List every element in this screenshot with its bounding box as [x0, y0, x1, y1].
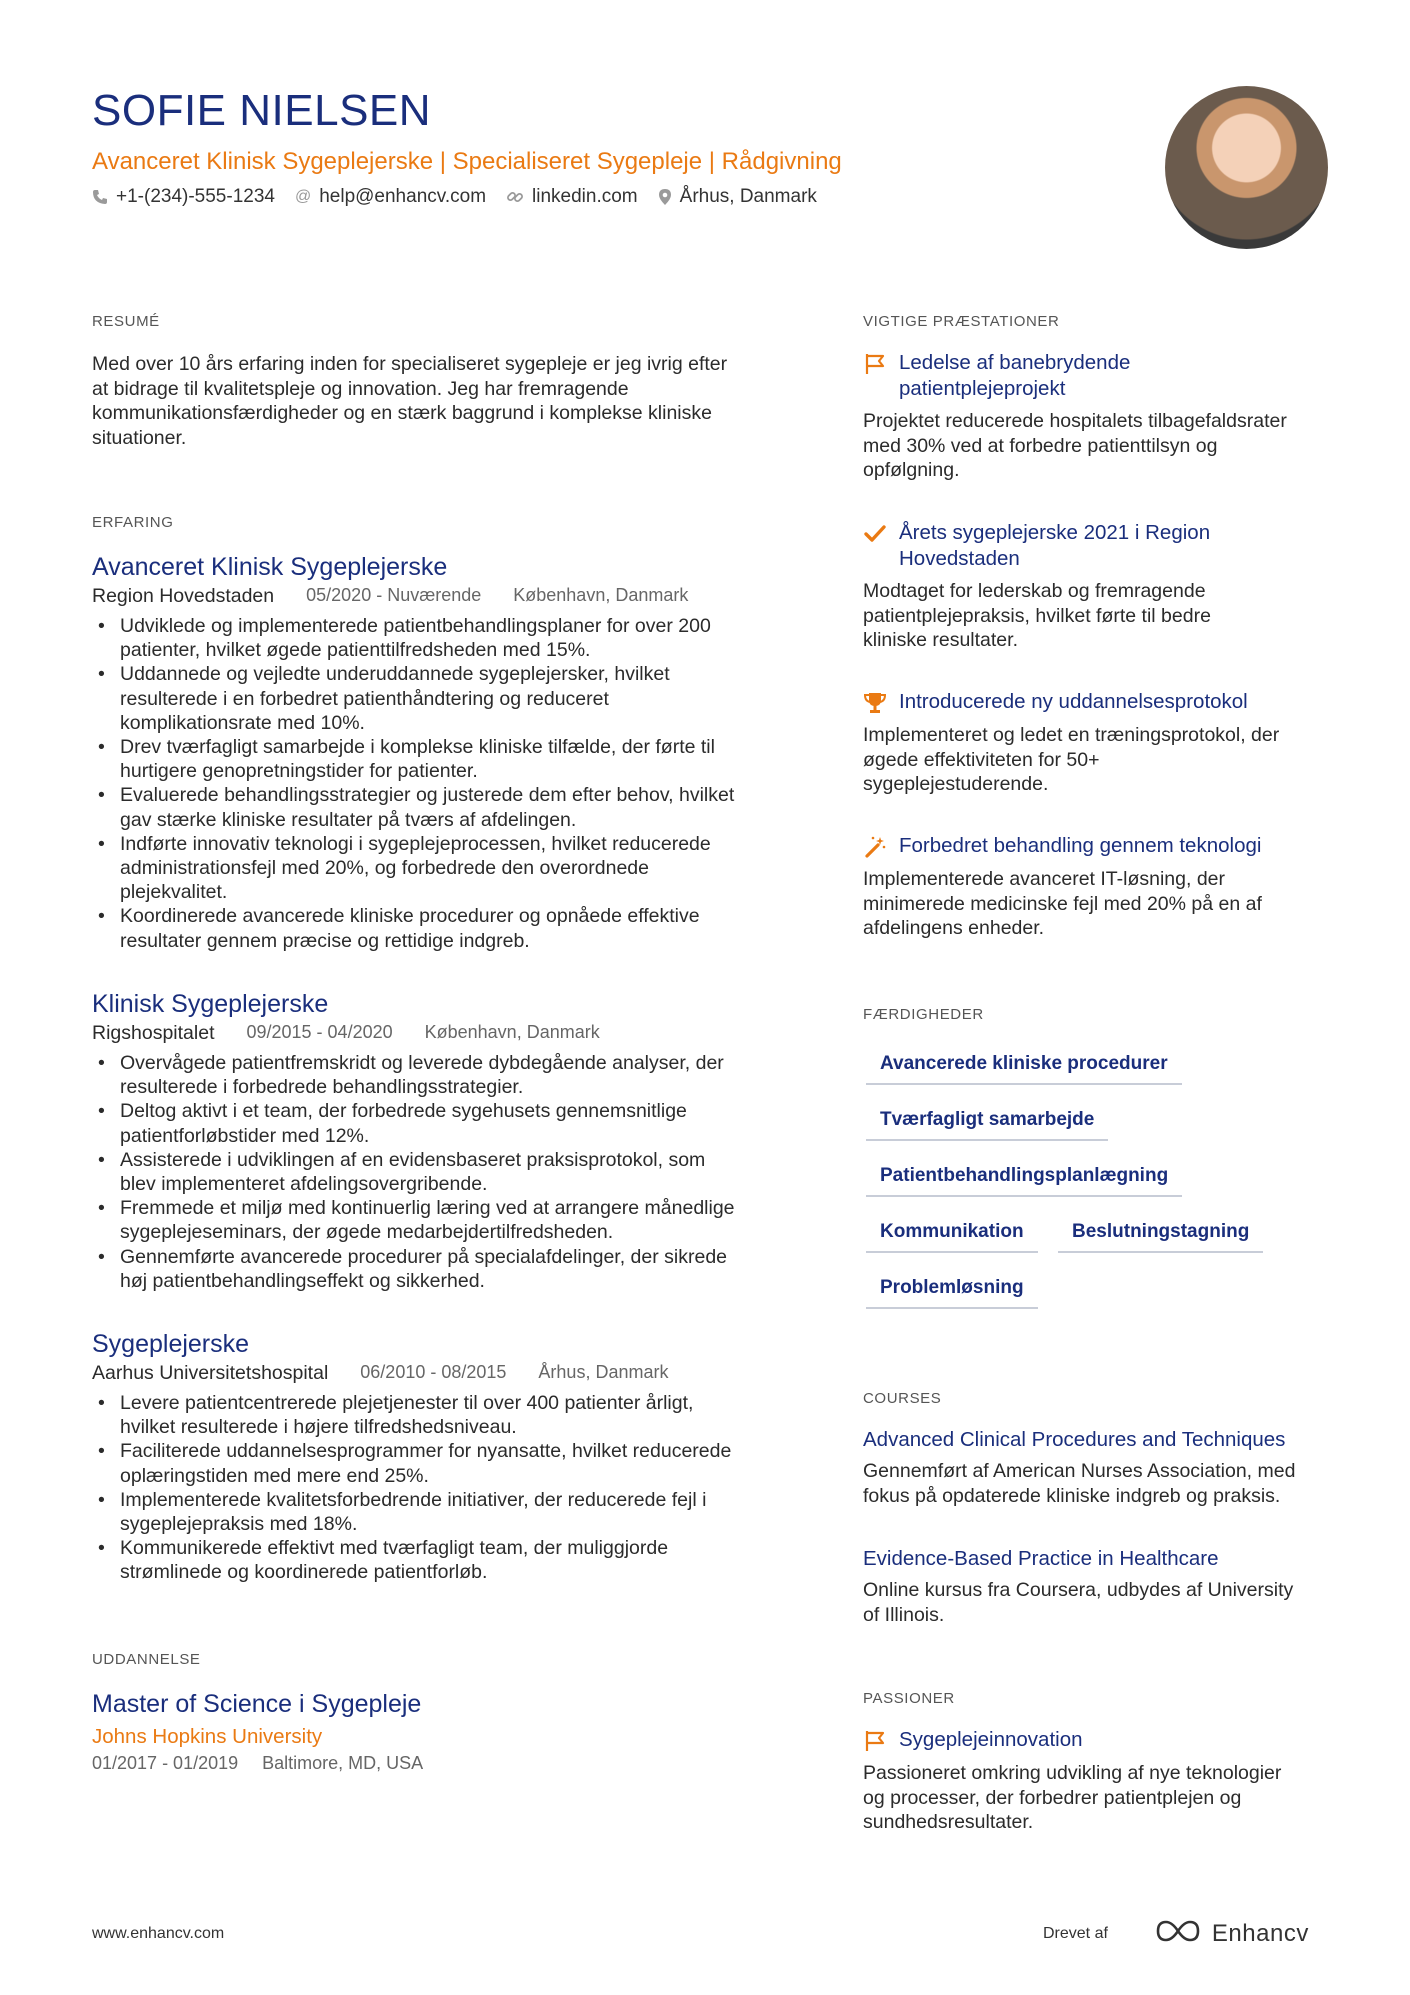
- flag-icon: [863, 1729, 887, 1753]
- course-description: Online kursus fra Coursera, udbydes af University of Illinois.: [863, 1579, 1294, 1626]
- achievement-item: [863, 350, 1343, 402]
- job-meta: [92, 1362, 668, 1385]
- skill-tag: Tværfagligt samarbejde: [866, 1109, 1108, 1141]
- job-title: Klinisk Sygeplejerske: [92, 990, 329, 1018]
- education-meta: [92, 1753, 423, 1774]
- experience-section-title: ERFARING: [92, 514, 174, 531]
- course-description: Gennemført af American Nurses Association, med fokus på opdaterede kliniske indgreb og praksis.: [863, 1460, 1296, 1507]
- education-dates: 01/2017 - 01/2019: [92, 1753, 239, 1773]
- list-item: • Uddannede og vejledte underuddannede sygeplejersker, hvilket resulterede i en forbedret patienthåndtering og reduceret komplikationsrate med 10%.: [92, 662, 792, 735]
- skill-tag: Problemløsning: [866, 1277, 1038, 1309]
- job-dates: 09/2015 - 04/2020: [246, 1022, 393, 1042]
- enhancv-logo-icon: [1154, 1918, 1202, 1949]
- education-section-title: UDDANNELSE: [92, 1651, 201, 1668]
- job-bullets: [92, 614, 792, 953]
- job-location: København, Danmark: [513, 585, 689, 605]
- skills-section-title: FÆRDIGHEDER: [863, 1006, 984, 1023]
- profile-photo: [1165, 86, 1328, 249]
- job-company: Aarhus Universitetshospital: [92, 1362, 329, 1384]
- contact-email[interactable]: @ help@enhancv.com: [294, 186, 487, 207]
- achievement-item: [863, 520, 1343, 572]
- achievement-title: Ledelse af banebrydende patientplejeprojekt: [899, 351, 1131, 400]
- job-dates: 06/2010 - 08/2015: [360, 1362, 507, 1382]
- trophy-icon: [863, 691, 887, 715]
- list-item: • Deltog aktivt i et team, der forbedrede sygehusets gennemsnitlige patientforløbstider med 12%.: [92, 1099, 792, 1147]
- contact-row: [92, 186, 837, 208]
- candidate-name: SOFIE NIELSEN: [92, 86, 432, 135]
- list-item: • Kommunikerede effektivt med tværfagligt team, der muliggjorde strømlinede og koordinerede patientforløb.: [92, 1536, 792, 1584]
- achievement-title: Forbedret behandling gennem teknologi: [899, 834, 1262, 857]
- job-location: Århus, Danmark: [538, 1362, 669, 1382]
- school-name: Johns Hopkins University: [92, 1725, 323, 1748]
- location-pin-icon: [658, 188, 672, 206]
- phone-icon: [92, 189, 108, 205]
- achievement-description: Implementerede avanceret IT-løsning, der minimerede medicinske fejl med 20% på en af afdelingens enheder.: [863, 868, 1262, 939]
- job-bullets: [92, 1051, 792, 1293]
- list-item: • Drev tværfagligt samarbejde i komplekse kliniske tilfælde, der førte til hurtigere genopretningstider for patienter.: [92, 735, 792, 783]
- list-item: • Koordinerede avancerede kliniske procedurer og opnåede effektive resultater gennem præcise og rettidige indgreb.: [92, 904, 792, 952]
- job-company: Rigshospitalet: [92, 1022, 215, 1044]
- job-meta: [92, 585, 688, 608]
- achievement-title: Introducerede ny uddannelsesprotokol: [899, 690, 1248, 713]
- achievement-item: [863, 833, 1343, 859]
- magic-wand-icon: [863, 835, 887, 859]
- achievement-description: Modtaget for lederskab og fremragende patientplejepraksis, hvilket førte til bedre kliniske resultater.: [863, 580, 1211, 651]
- brand-name: Enhancv: [1211, 1919, 1309, 1947]
- course-title: Evidence-Based Practice in Healthcare: [863, 1547, 1219, 1570]
- job-dates: 05/2020 - Nuværende: [306, 585, 482, 605]
- skill-tag: Kommunikation: [866, 1221, 1038, 1253]
- list-item: • Gennemførte avancerede procedurer på specialafdelinger, der sikrede høj patientbehandlingseffekt og sikkerhed.: [92, 1245, 792, 1293]
- skill-tag: Avancerede kliniske procedurer: [866, 1053, 1182, 1085]
- courses-section-title: COURSES: [863, 1390, 942, 1407]
- skill-tag: Patientbehandlingsplanlægning: [866, 1165, 1182, 1197]
- list-item: • Implementerede kvalitetsforbedrende initiativer, der reducerede fejl i sygeplejepraksis med 18%.: [92, 1488, 792, 1536]
- list-item: • Assisterede i udviklingen af en evidensbaseret praksisprotokol, som blev implementeret afdelingsovergribende.: [92, 1148, 792, 1196]
- list-item: • Levere patientcentrerede plejetjenester til over 400 patienter årligt, hvilket resulterede i højere tilfredshedsniveau.: [92, 1391, 792, 1439]
- passions-section-title: PASSIONER: [863, 1690, 955, 1707]
- list-item: • Overvågede patientfremskridt og leverede dybdegående analyser, der resulterede i forbedrede behandlingsstrategier.: [92, 1051, 792, 1099]
- job-location: København, Danmark: [424, 1022, 600, 1042]
- candidate-subtitle: Avanceret Klinisk Sygeplejerske | Specialiseret Sygepleje | Rådgivning: [92, 148, 842, 175]
- course-title: Advanced Clinical Procedures and Techniques: [863, 1428, 1286, 1451]
- passion-title: Sygeplejeinnovation: [899, 1728, 1083, 1751]
- passion-description: Passioneret omkring udvikling af nye teknologier og processer, der forbedrer patientplejen og sundhedsresultater.: [863, 1762, 1282, 1833]
- contact-phone: +1-(234)-555-1234: [92, 186, 275, 208]
- skill-tag: Beslutningstagning: [1058, 1221, 1263, 1253]
- footer-website[interactable]: www.enhancv.com: [92, 1925, 225, 1942]
- list-item: • Faciliterede uddannelsesprogrammer for nyansatte, hvilket reducerede oplæringstiden med mere end 25%.: [92, 1439, 792, 1487]
- check-icon: [863, 522, 887, 546]
- job-title: Sygeplejerske: [92, 1330, 250, 1358]
- list-item: • Evaluerede behandlingsstrategier og justerede dem efter behov, hvilket gav stærke kliniske resultater på tværs af afdelingen.: [92, 783, 792, 831]
- powered-by-label: Drevet af: [1043, 1924, 1108, 1942]
- achievements-section-title: VIGTIGE PRÆSTATIONER: [863, 313, 1060, 330]
- summary-section-title: RESUMÉ: [92, 313, 160, 330]
- achievement-description: Projektet reducerede hospitalets tilbagefaldsrater med 30% ved at forbedre patienttilsyn og opfølgning.: [863, 410, 1287, 481]
- job-meta: [92, 1022, 600, 1045]
- link-icon: [506, 188, 524, 206]
- degree-title: Master of Science i Sygepleje: [92, 1690, 422, 1718]
- list-item: • Indførte innovativ teknologi i sygeplejeprocessen, hvilket reducerede administrationsfejl med 20%, og forbedrede den overordnede plejekvalitet.: [92, 832, 792, 905]
- list-item: • Udviklede og implementerede patientbehandlingsplaner for over 200 patienter, hvilket øgede patienttilfredsheden med 15%.: [92, 614, 792, 662]
- footer-branding: [1043, 1918, 1309, 1949]
- flag-icon: [863, 352, 887, 376]
- contact-linkedin[interactable]: linkedin.com: [506, 186, 638, 208]
- job-company: Region Hovedstaden: [92, 585, 275, 607]
- summary-text: Med over 10 års erfaring inden for specialiseret sygepleje er jeg ivrig efter at bidrage til kvalitetspleje og innovation. Jeg har fremragende kommunikationsfærdigheder og en stærk baggrund i komplekse kliniske situationer.: [92, 353, 728, 449]
- passion-item: [863, 1727, 1343, 1753]
- list-item: • Fremmede et miljø med kontinuerlig læring ved at arrangere månedlige sygeplejeseminars, der øgede medarbejdertilfredsheden.: [92, 1196, 792, 1244]
- achievement-description: Implementeret og ledet en træningsprotokol, der øgede effektiviteten for 50+ sygeplejestuderende.: [863, 724, 1280, 795]
- job-bullets: [92, 1391, 792, 1585]
- achievement-title: Årets sygeplejerske 2021 i Region Hovedstaden: [899, 521, 1211, 570]
- contact-location: Århus, Danmark: [658, 186, 817, 208]
- education-location: Baltimore, MD, USA: [262, 1753, 424, 1773]
- at-icon: @: [294, 188, 312, 205]
- achievement-item: [863, 689, 1343, 715]
- job-title: Avanceret Klinisk Sygeplejerske: [92, 553, 448, 581]
